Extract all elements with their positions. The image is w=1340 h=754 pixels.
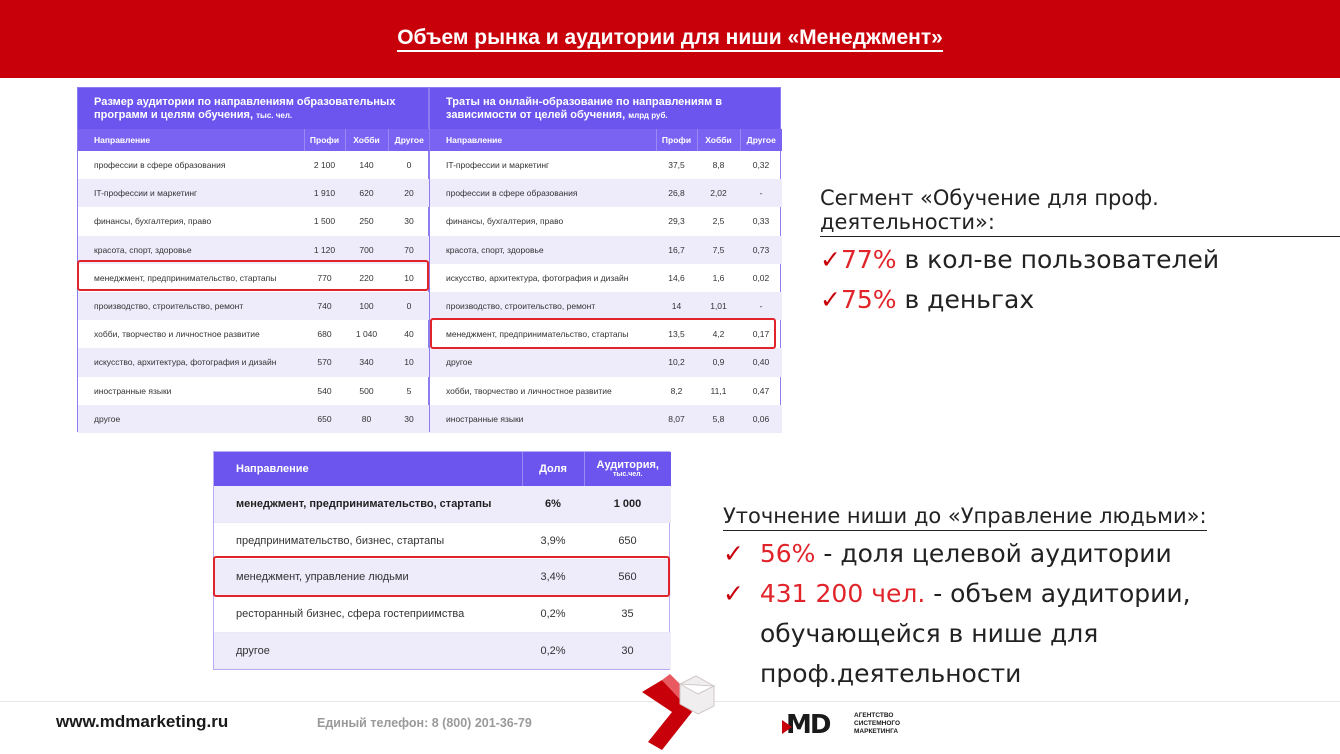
table-cell: 6% <box>522 486 584 523</box>
table-cell: 0 <box>388 292 430 320</box>
table-cell: 10,2 <box>656 348 697 376</box>
table-cell: 2 100 <box>313 160 336 171</box>
table-row <box>214 632 671 669</box>
table-cell: 0,2% <box>522 596 584 633</box>
table-row <box>78 377 430 405</box>
table-cell: IT-профессии и маркетинг <box>446 160 550 171</box>
table-cell: менеджмент, предпринимательство, стартапы <box>214 486 522 523</box>
table-cell: 8,07 <box>656 405 697 433</box>
table-cell: 30 <box>404 216 414 227</box>
table-cell: 1 000 <box>584 486 671 523</box>
niche-note-continuation: обучающейся в нише для <box>760 619 1099 648</box>
table-cell: 7,5 <box>697 236 740 264</box>
table-cell: 0,73 <box>740 236 782 264</box>
table-cell: профессии в сфере образования <box>430 179 656 207</box>
table-cell: 0 <box>406 160 412 171</box>
table-cell: 0,02 <box>752 272 770 283</box>
table-cell: 37,5 <box>668 160 685 171</box>
table-cell: 26,8 <box>656 179 697 207</box>
table-cell: 340 <box>345 348 388 376</box>
table-row <box>78 320 430 348</box>
table-row <box>214 596 671 633</box>
check-icon: ✓ <box>723 539 744 568</box>
table-cell: 700 <box>345 236 388 264</box>
table-cell: 250 <box>359 216 374 227</box>
highlight-management-spending <box>430 318 776 349</box>
table-row <box>430 377 782 405</box>
table-row <box>430 179 782 207</box>
decorative-arrow-icon <box>640 672 720 754</box>
table-cell: 40 <box>404 329 414 340</box>
table-cell: 5,8 <box>697 405 740 433</box>
table-cell: 0,06 <box>740 405 782 433</box>
table-cell: 770 <box>317 272 332 283</box>
table-cell: 10 <box>388 348 430 376</box>
niche-note-item: ✓ 431 200 чел. - объем аудитории, <box>723 579 1191 608</box>
table-cell: другое <box>214 632 522 669</box>
niche-note <box>723 504 1207 694</box>
niche-col-direction: Направление <box>214 452 522 486</box>
table-row <box>78 151 430 179</box>
table-row <box>78 292 430 320</box>
table-cell: 0,17 <box>752 329 770 340</box>
table-row <box>430 405 782 433</box>
table-cell: 540 <box>317 385 332 396</box>
check-icon: ✓ <box>820 245 841 274</box>
spending-table-title: Траты на онлайн-образование по направлениям в зависимости от целей обучения, млрд руб. <box>430 88 780 129</box>
table-cell: IT-профессии и маркетинг <box>78 179 304 207</box>
table-cell: 0,9 <box>697 348 740 376</box>
niche-note-title: Уточнение ниши до «Управление людьми»: <box>723 504 1207 531</box>
column-header: Профи <box>304 129 345 151</box>
table-cell: 10 <box>404 272 414 283</box>
table-row <box>430 236 782 264</box>
table-cell: производство, строительство, ремонт <box>78 292 304 320</box>
table-cell: 16,7 <box>656 236 697 264</box>
table-row <box>78 405 430 433</box>
logo-mark: MD <box>786 710 830 740</box>
table-cell: 14,6 <box>668 272 685 283</box>
table-cell: 30 <box>584 632 671 669</box>
table-cell: красота, спорт, здоровье <box>430 236 656 264</box>
table-row <box>214 523 671 560</box>
segment-note-item: ✓75% в деньгах <box>820 285 1035 314</box>
table-cell: производство, строительство, ремонт <box>430 292 656 320</box>
table-cell: 2,5 <box>712 216 725 227</box>
spending-table <box>429 87 781 432</box>
table-cell: иностранные языки <box>94 385 172 396</box>
table-cell: финансы, бухгалтерия, право <box>94 216 212 227</box>
table-row <box>78 179 430 207</box>
table-cell: менеджмент, предпринимательство, стартапы <box>446 329 629 340</box>
table-cell: 220 <box>359 272 374 283</box>
table-row <box>430 348 782 376</box>
table-row <box>78 348 430 376</box>
table-row <box>430 207 782 235</box>
niche-col-share: Доля <box>522 452 584 486</box>
highlight-management-audience <box>77 260 429 291</box>
segment-note <box>820 186 1340 320</box>
column-header: Направление <box>430 129 656 151</box>
table-cell: хобби, творчество и личностное развитие <box>446 385 612 396</box>
header-bar <box>0 0 1340 78</box>
table-cell: менеджмент, предпринимательство, стартапы <box>94 272 277 283</box>
table-cell: 5 <box>406 385 412 396</box>
table-row <box>214 486 671 523</box>
table-cell: искусство, архитектура, фотография и дизайн <box>446 272 629 283</box>
table-cell: 2,02 <box>697 179 740 207</box>
table-cell: 570 <box>304 348 345 376</box>
table-row <box>78 207 430 235</box>
table-cell: 30 <box>388 405 430 433</box>
table-cell: 0,2% <box>522 632 584 669</box>
table-cell: 11,1 <box>710 385 727 396</box>
table-cell: искусство, архитектура, фотография и дизайн <box>78 348 304 376</box>
table-cell: 80 <box>345 405 388 433</box>
table-row <box>430 292 782 320</box>
table-cell: 3,4% <box>522 559 584 596</box>
niche-note-continuation: проф.деятельности <box>760 659 1022 688</box>
audience-table-title: Размер аудитории по направлениям образовательных программ и целям обучения, тыс. чел. <box>78 88 428 129</box>
page-title: Объем рынка и аудитории для ниши «Менеджмент» <box>0 26 1340 50</box>
table-cell: 140 <box>359 160 374 171</box>
table-cell: ресторанный бизнес, сфера гостеприимства <box>214 596 522 633</box>
table-cell: 13,5 <box>668 329 685 340</box>
table-cell: 1 910 <box>304 179 345 207</box>
table-cell: 650 <box>304 405 345 433</box>
table-cell: 8,2 <box>670 385 683 396</box>
table-cell: 4,2 <box>712 329 725 340</box>
footer-site-link[interactable]: www.mdmarketing.ru <box>56 712 229 731</box>
column-header: Профи <box>656 129 697 151</box>
table-cell: 70 <box>388 236 430 264</box>
table-cell: 680 <box>317 329 332 340</box>
niche-col-audience: Аудитория, тыс.чел. <box>584 452 671 486</box>
check-icon: ✓ <box>723 579 744 608</box>
column-header: Хобби <box>697 129 740 151</box>
niche-note-item: ✓ 56% - доля целевой аудитории <box>723 539 1172 568</box>
table-row <box>430 151 782 179</box>
column-header: Хобби <box>345 129 388 151</box>
agency-logo <box>786 708 916 742</box>
table-cell: финансы, бухгалтерия, право <box>446 216 564 227</box>
table-cell: другое <box>430 348 656 376</box>
column-header: Направление <box>78 129 304 151</box>
table-row <box>430 264 782 292</box>
table-cell: 500 <box>359 385 374 396</box>
table-cell: 0,33 <box>752 216 770 227</box>
footer-phone: Единый телефон: 8 (800) 201-36-79 <box>317 716 532 730</box>
table-cell: 35 <box>584 596 671 633</box>
table-cell: - <box>740 292 782 320</box>
table-cell: 14 <box>656 292 697 320</box>
table-cell: хобби, творчество и личностное развитие <box>94 329 260 340</box>
table-cell: предпринимательство, бизнес, стартапы <box>214 523 522 560</box>
table-cell: менеджмент, управление людьми <box>214 559 522 596</box>
table-cell: 1 040 <box>355 329 378 340</box>
table-cell: 620 <box>345 179 388 207</box>
table-cell: красота, спорт, здоровье <box>78 236 304 264</box>
highlight-people-management <box>213 556 670 597</box>
table-cell: другое <box>78 405 304 433</box>
table-cell: 0,40 <box>740 348 782 376</box>
table-cell: 3,9% <box>522 523 584 560</box>
check-icon: ✓ <box>820 285 841 314</box>
segment-note-item: ✓77% в кол-ве пользователей <box>820 245 1220 274</box>
table-cell: 0,47 <box>752 385 770 396</box>
table-cell: 740 <box>304 292 345 320</box>
table-cell: 20 <box>388 179 430 207</box>
table-cell: 1 120 <box>304 236 345 264</box>
column-header: Другое <box>740 129 782 151</box>
table-cell: - <box>740 179 782 207</box>
table-cell: иностранные языки <box>430 405 656 433</box>
table-cell: 0,32 <box>752 160 770 171</box>
column-header: Другое <box>388 129 430 151</box>
logo-text: АГЕНТСТВО СИСТЕМНОГО МАРКЕТИНГА <box>854 712 901 735</box>
table-cell: 8,8 <box>712 160 725 171</box>
table-cell: профессии в сфере образования <box>94 160 226 171</box>
table-cell: 100 <box>345 292 388 320</box>
segment-note-title: Сегмент «Обучение для проф. деятельности»: <box>820 186 1340 237</box>
table-cell: 650 <box>584 523 671 560</box>
table-cell: 1 500 <box>313 216 336 227</box>
table-cell: 29,3 <box>668 216 685 227</box>
table-cell: 1,6 <box>712 272 725 283</box>
table-cell: 1,01 <box>697 292 740 320</box>
table-cell: 560 <box>584 559 671 596</box>
